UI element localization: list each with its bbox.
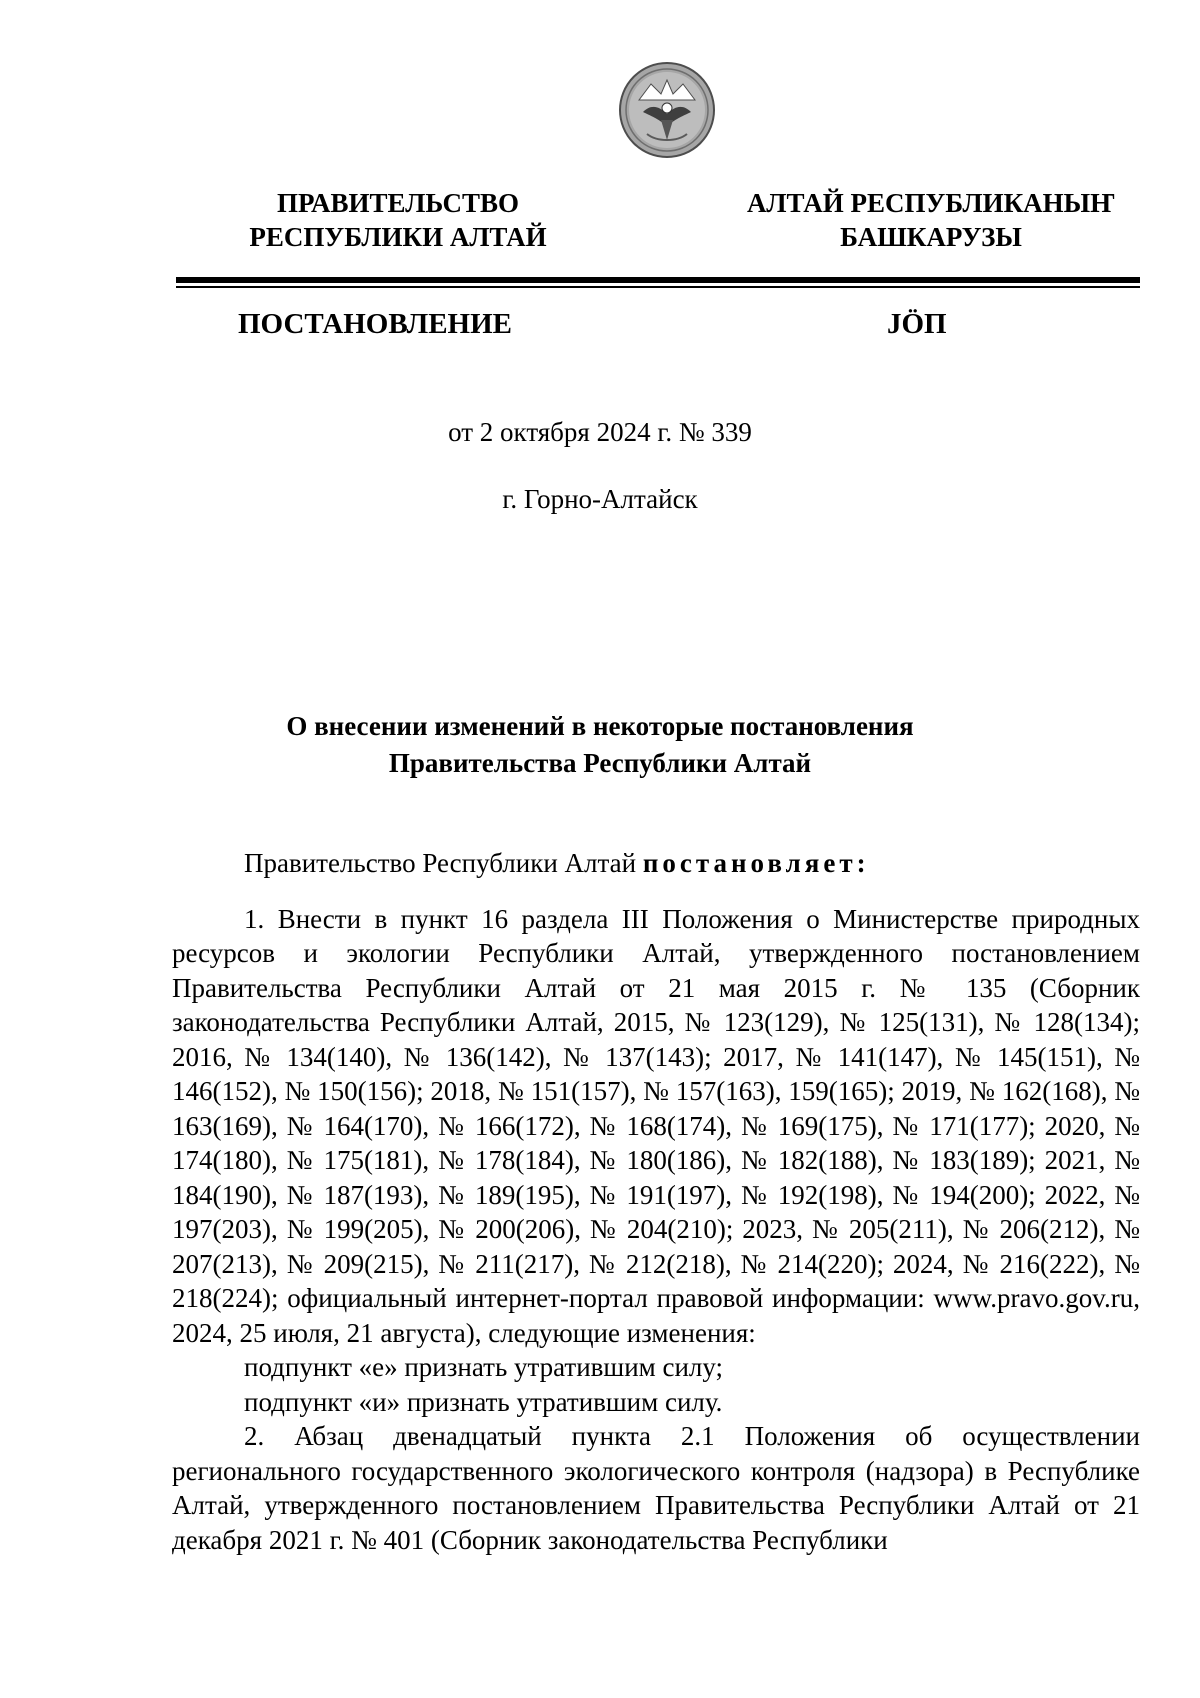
item-1-paragraph: 1. Внести в пункт 16 раздела III Положения о Министерстве природных ресурсов и экологии Республики Алтай, утвержденного постановлением Правительства Республики Алтай от 21 мая 2015 г. № 135 (Сборник законодательства Республики Алтай, 2015, № 123(129), № 125(131), № 128(134); 2016, № 134(140), № 136(142), № 137(143); 2017, № 141(147), № 145(151), № 146(152), № 150(156); 2018, № 151(157), № 157(163), 159(165); 2019, № 162(168), № 163(169), № 164(170), № 166(172), № 168(174), № 169(175), № 171(177); 2020, № 174(180), № 175(181), № 178(184), № 180(186), № 182(188), № 183(189); 2021, № 184(190), № 187(193), № 189(195), № 191(197), № 192(198), № 194(200); 2022, № 197(203), № 199(205), № 200(206), № 204(210); 2023, № 205(211), № 206(212), № 207(213), № 209(215), № 211(217), № 212(218), № 214(220); 2024, № 216(222), № 218(224); официальный интернет-портал правовой информации: www.pravo.gov.ru, 2024, 25 июля, 21 августа), следующие изменения:: [172, 903, 1140, 1348]
org-name-russian-line2: РЕСПУБЛИКИ АЛТАЙ: [249, 222, 547, 252]
doc-title-line1: О внесении изменений в некоторые постановления: [286, 711, 914, 741]
doc-date-number: от 2 октября 2024 г. № 339: [448, 417, 752, 447]
header-divider-thin: [176, 286, 1140, 288]
intro-prefix: Правительство Республики Алтай: [244, 848, 643, 878]
org-name-russian-line1: ПРАВИТЕЛЬСТВО: [276, 188, 520, 218]
org-name-altai-line1: АЛТАЙ РЕСПУБЛИКАНЫҤ: [746, 188, 1116, 218]
subitem-e-paragraph: подпункт «е» признать утратившим силу;: [244, 1352, 724, 1382]
doc-title: [0, 708, 1200, 782]
subitem-i-paragraph: подпункт «и» признать утратившим силу.: [244, 1386, 723, 1417]
org-name-altai: [736, 186, 1126, 254]
org-name-russian: [238, 186, 558, 254]
coat-of-arms-icon: [617, 60, 717, 160]
doc-kind-russian: ПОСТАНОВЛЕНИЕ: [238, 308, 513, 340]
item-2-paragraph: 2. Абзац двенадцатый пункта 2.1 Положения об осуществлении регионального государственного экологического контроля (надзора) в Республике Алтай, утвержденного постановлением Правительства Республики Алтай от 21 декабря 2021 г. № 401 (Сборник законодательства Республики: [172, 1421, 1140, 1555]
intro-verb: постановляет:: [642, 848, 870, 878]
intro-paragraph: [172, 846, 1140, 881]
doc-city: г. Горно-Алтайск: [502, 484, 698, 514]
doc-title-line2: Правительства Республики Алтай: [388, 748, 812, 778]
org-name-altai-line2: БАШКАРУЗЫ: [840, 222, 1022, 252]
doc-body: [172, 846, 1140, 1557]
header-divider-thick: [176, 277, 1140, 283]
doc-kind-altai: JӦП: [887, 308, 947, 340]
